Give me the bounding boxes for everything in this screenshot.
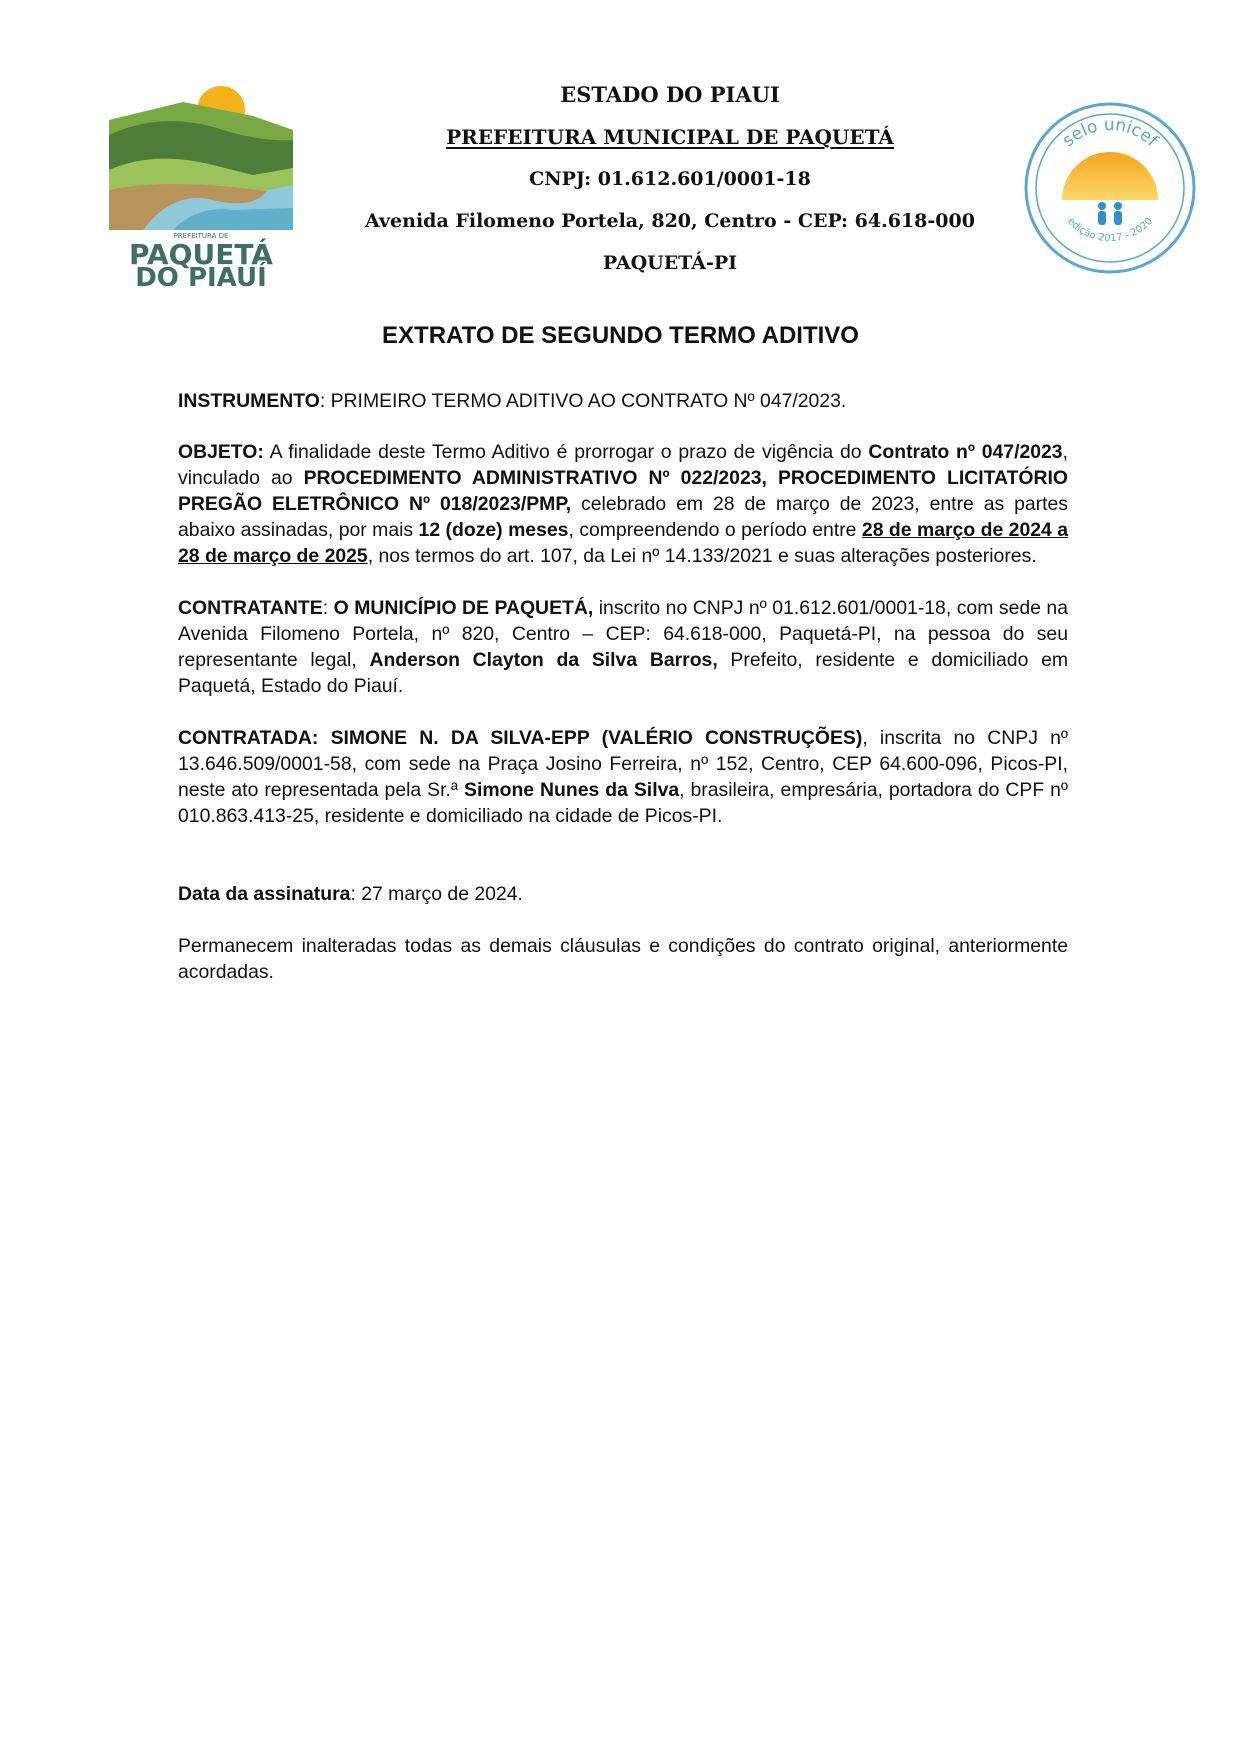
prefecture-name: PREFEITURA MUNICIPAL DE PAQUETÁ	[446, 125, 894, 149]
city-line: PAQUETÁ-PI	[602, 252, 738, 274]
instrumento-label: INSTRUMENTO	[178, 390, 320, 412]
objeto-procedure: PROCEDIMENTO ADMINISTRATIVO Nº 022/2023, PROCEDIMENTO LICITATÓRIO PREGÃO ELETRÔNICO Nº 018/2023/PMP,	[178, 467, 1068, 515]
address-line: Avenida Filomeno Portela, 820, Centro - CEP: 64.618-000	[365, 210, 975, 232]
letterhead	[330, 74, 1010, 284]
closing-paragraph: Permanecem inalteradas todas as demais cláusulas e condições do contrato original, anteriormente acordadas.	[178, 935, 1068, 983]
svg-text:selo unicef: selo unicef	[1058, 114, 1162, 151]
objeto-label: OBJETO:	[178, 441, 264, 463]
contratante-representative: Anderson Clayton da Silva Barros,	[369, 649, 718, 671]
svg-text:PREFEITURA DE: PREFEITURA DE	[173, 232, 229, 240]
state-name: ESTADO DO PIAUI	[560, 82, 780, 107]
objeto-text-2: , vinculado ao	[178, 441, 1068, 489]
contratante-label: CONTRATANTE	[178, 597, 323, 619]
objeto-text-3: celebrado em 28 de março de 2023, entre as partes abaixo assinadas, por mais	[178, 493, 1068, 541]
instrumento-paragraph	[178, 388, 1068, 414]
objeto-text-1: A finalidade deste Termo Aditivo é prorrogar o prazo de vigência do	[263, 441, 869, 463]
signature-date-label: Data da assinatura	[178, 883, 351, 905]
document-body	[178, 388, 1068, 985]
contratada-paragraph	[178, 725, 1068, 829]
paqueta-logo	[103, 80, 308, 290]
paqueta-landscape-icon	[103, 80, 308, 290]
svg-text:DO PIAUÍ: DO PIAUÍ	[135, 263, 267, 290]
objeto-duration: 12 (doze) meses	[418, 519, 569, 541]
signature-date-text: : 27 março de 2024.	[350, 883, 523, 905]
contratada-text-1: , inscrita no CNPJ nº 13.646.509/0001-58, com sede na Praça Josino Ferreira, nº 152, Centro, CEP 64.600-096, Picos-PI, neste ato representada pela Sr.ª	[178, 727, 1068, 801]
objeto-contract-number: Contrato nº 047/2023	[868, 441, 1063, 463]
cnpj-line: CNPJ: 01.612.601/0001-18	[529, 168, 811, 190]
document-title: EXTRATO DE SEGUNDO TERMO ADITIVO	[382, 322, 859, 349]
signature-date-paragraph	[178, 881, 1068, 907]
objeto-period: 28 de março de 2024 a 28 de março de 2025	[178, 519, 1069, 567]
contratante-text-2: inscrito no CNPJ nº 01.612.601/0001-18, com sede na Avenida Filomeno Portela, nº 820, Centro – CEP: 64.618-000, Paquetá-PI, na pessoa do seu representante legal,	[178, 597, 1068, 671]
svg-text:PAQUETÁ: PAQUETÁ	[129, 238, 273, 271]
contratante-entity: O MUNICÍPIO DE PAQUETÁ,	[333, 597, 594, 619]
objeto-text-4: , compreendendo o período entre	[568, 519, 862, 541]
svg-text:edição 2017 - 2020: edição 2017 - 2020	[1064, 215, 1156, 245]
contratante-paragraph	[178, 595, 1068, 699]
unicef-seal-icon	[1022, 100, 1198, 276]
objeto-text-5: , nos termos do art. 107, da Lei nº 14.133/2021 e suas alterações posteriores.	[367, 545, 1037, 567]
objeto-paragraph	[178, 439, 1068, 569]
contratada-text-2: , brasileira, empresária, portadora do CPF nº 010.863.413-25, residente e domiciliado na cidade de Picos-PI.	[178, 779, 1068, 827]
instrumento-text: : PRIMEIRO TERMO ADITIVO AO CONTRATO Nº 047/2023.	[319, 390, 847, 412]
contratante-text-1: :	[322, 597, 334, 619]
contratada-representative: Simone Nunes da Silva	[464, 779, 680, 801]
contratante-text-3: Prefeito, residente e domiciliado em Paquetá, Estado do Piauí.	[178, 649, 1068, 697]
unicef-seal	[1022, 100, 1198, 276]
contratada-label: CONTRATADA: SIMONE N. DA SILVA-EPP (VALÉRIO CONSTRUÇÕES)	[178, 727, 863, 749]
